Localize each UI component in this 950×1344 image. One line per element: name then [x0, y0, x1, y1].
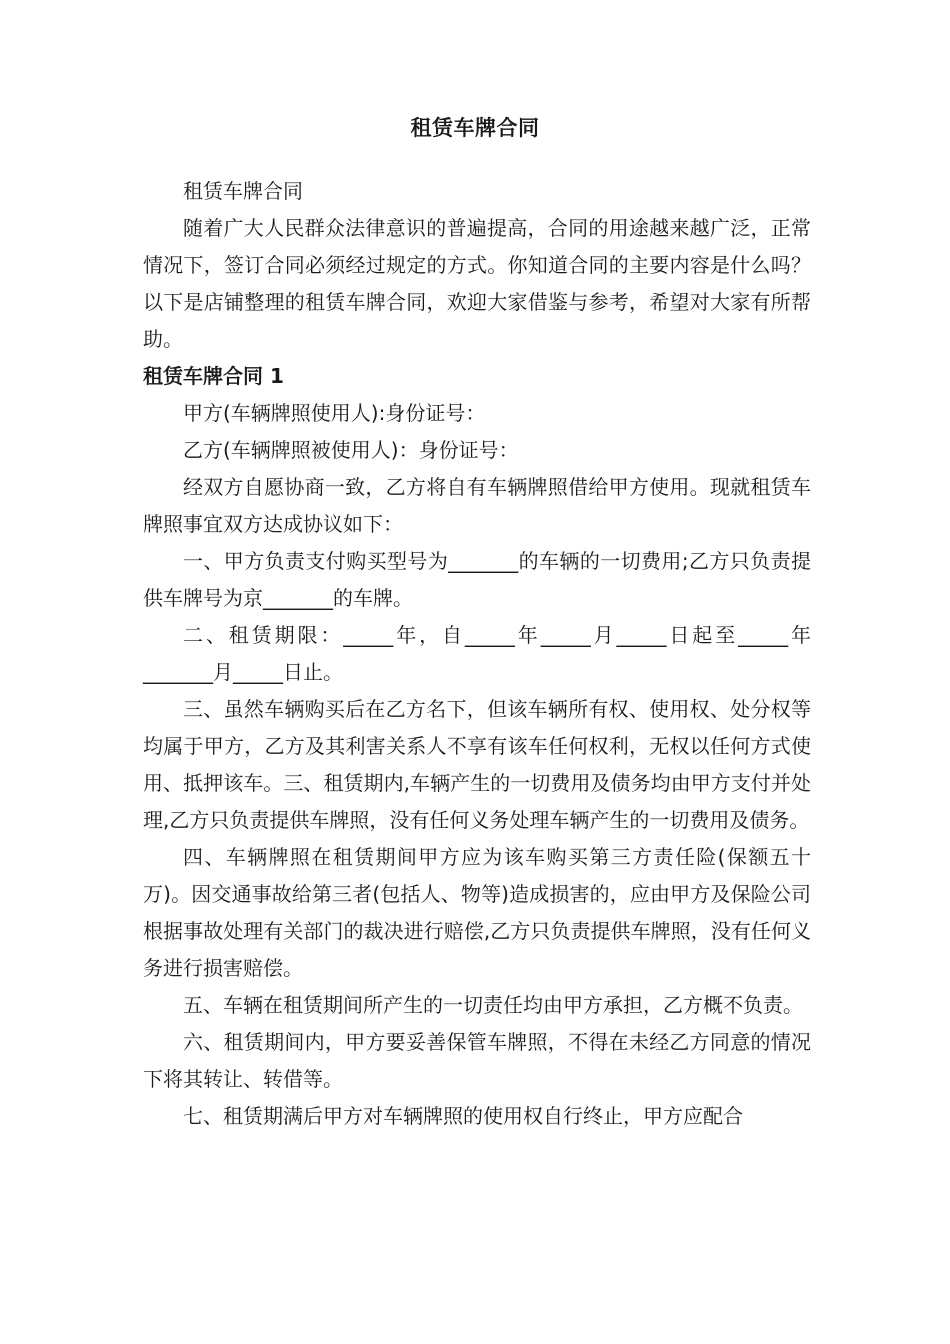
clause-4: 四、车辆牌照在租赁期间甲方应为该车购买第三方责任险(保额五十万)。因交通事故给第三者(包括人、物等)造成损害的，应由甲方及保险公司根据事故处理有关部门的裁决进行赔偿,乙方只负责提供车牌照，没有任何义务进行损害赔偿。: [143, 845, 811, 980]
party-b-paragraph: 乙方(车辆牌照被使用人)：身份证号：: [183, 438, 519, 462]
clause-1: 一、甲方负责支付购买型号为_______的车辆的一切费用;乙方只负责提供车牌号为京_______的车牌。: [143, 549, 811, 610]
agreement-paragraph: 经双方自愿协商一致，乙方将自有车辆牌照借给甲方使用。现就租赁车牌照事宜双方达成协议如下：: [143, 475, 811, 536]
section-heading: 租赁车牌合同 1: [143, 364, 284, 388]
intro-paragraph: 随着广大人民群众法律意识的普遍提高，合同的用途越来越广泛，正常情况下，签订合同必须经过规定的方式。你知道合同的主要内容是什么吗？以下是店铺整理的租赁车牌合同，欢迎大家借鉴与参考，希望对大家有所帮助。: [143, 216, 811, 351]
party-a-paragraph: 甲方(车辆牌照使用人):身份证号：: [183, 401, 486, 425]
clause-5: 五、车辆在租赁期间所产生的一切责任均由甲方承担，乙方概不负责。: [183, 993, 803, 1017]
intro-heading-paragraph: 租赁车牌合同: [183, 179, 303, 203]
document-body: [143, 173, 811, 1135]
clause-7: 七、租赁期满后甲方对车辆牌照的使用权自行终止，甲方应配合: [183, 1104, 743, 1128]
document-title: 租赁车牌合同: [410, 116, 540, 140]
clause-3: 三、虽然车辆购买后在乙方名下，但该车辆所有权、使用权、处分权等均属于甲方，乙方及其利害关系人不享有该车任何权利，无权以任何方式使用、抵押该车。三、租赁期内,车辆产生的一切费用及债务均由甲方支付并处理,乙方只负责提供车牌照，没有任何义务处理车辆产生的一切费用及债务。: [143, 697, 811, 832]
clause-6: 六、租赁期间内，甲方要妥善保管车牌照，不得在未经乙方同意的情况下将其转让、转借等。: [143, 1030, 811, 1091]
clause-2: 二、租赁期限：_____年，自_____年_____月_____日起至_____年_______月_____日止。: [143, 623, 811, 684]
